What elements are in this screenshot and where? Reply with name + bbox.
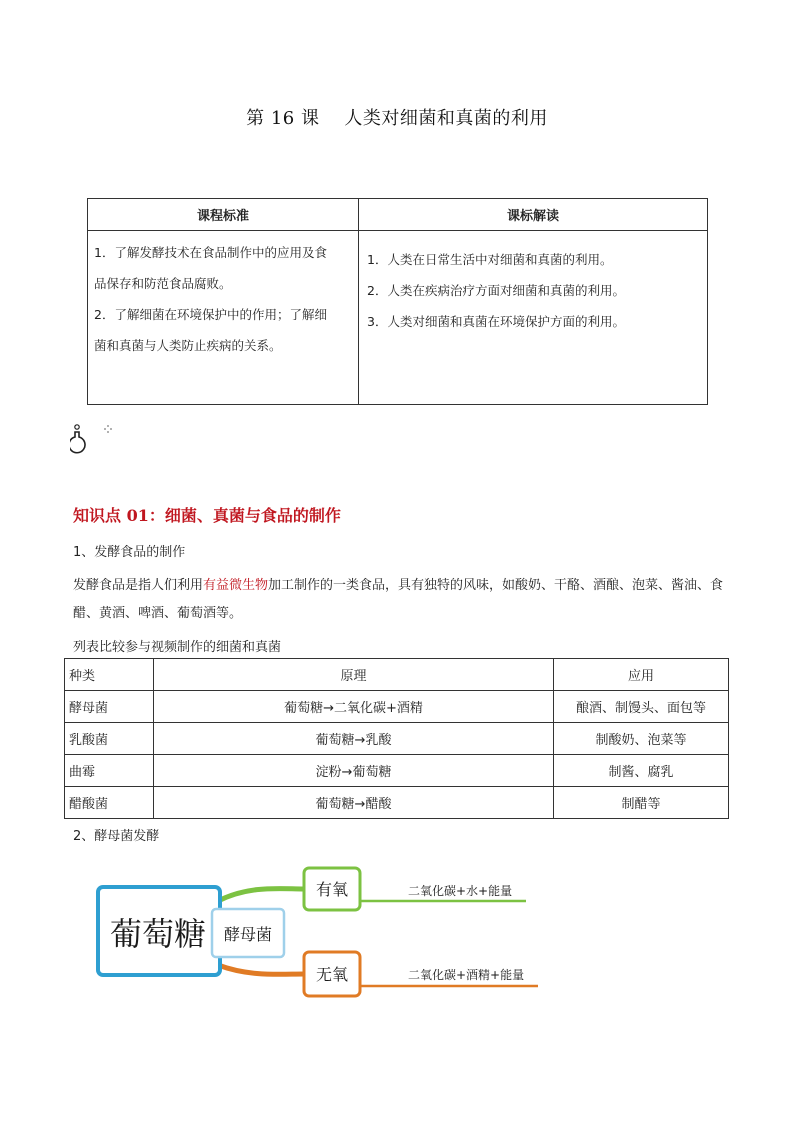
table-row xyxy=(65,787,729,819)
comparison-table xyxy=(64,658,729,819)
table-cell: 曲霉 xyxy=(65,755,154,787)
standards-header-row xyxy=(88,199,708,231)
table-header-row xyxy=(65,659,729,691)
header-cell-type: 种类 xyxy=(65,659,154,691)
table-cell: 葡萄糖→二氧化碳+酒精 xyxy=(154,691,554,723)
standards-left-cell xyxy=(88,231,359,405)
standards-body-row xyxy=(88,231,708,405)
standards-right-item: 1．人类在日常生活中对细菌和真菌的利用。 xyxy=(367,252,613,267)
table-cell: 葡萄糖→醋酸 xyxy=(154,787,554,819)
anaerobic-result: 二氧化碳+酒精+能量 xyxy=(408,968,525,982)
table-cell: 制酱、腐乳 xyxy=(554,755,729,787)
table-cell: 淀粉→葡萄糖 xyxy=(154,755,554,787)
subheading-fermented-food: 1、发酵食品的制作 xyxy=(73,545,186,560)
table-cell: 制酸奶、泡菜等 xyxy=(554,723,729,755)
table-cell: 酵母菌 xyxy=(65,691,154,723)
standards-right-item: 3．人类对细菌和真菌在环境保护方面的利用。 xyxy=(367,314,625,329)
anaerobic-label: 无氧 xyxy=(315,965,349,984)
standards-right-item: 2．人类在疾病治疗方面对细菌和真菌的利用。 xyxy=(367,283,625,298)
anaerobic-connector xyxy=(218,965,304,974)
paragraph-text: 发酵食品是指人们利用 xyxy=(73,578,204,593)
standards-right-cell xyxy=(359,231,708,405)
standards-table xyxy=(87,198,708,405)
header-cell-principle: 原理 xyxy=(154,659,554,691)
yeast-fermentation-diagram xyxy=(90,855,550,1015)
header-cell-application: 应用 xyxy=(554,659,729,691)
table-row xyxy=(65,723,729,755)
standards-header-right: 课标解读 xyxy=(359,199,708,231)
aerobic-connector xyxy=(218,889,304,901)
table-cell: 制醋等 xyxy=(554,787,729,819)
standards-left-line: 2．了解细菌在环境保护中的作用；了解细 xyxy=(94,307,327,322)
table-row xyxy=(65,755,729,787)
table-cell: 乳酸菌 xyxy=(65,723,154,755)
aerobic-label: 有氧 xyxy=(315,880,349,899)
table-cell: 酿酒、制馒头、面包等 xyxy=(554,691,729,723)
flask-icon xyxy=(70,424,116,460)
highlight-term: 有益微生物 xyxy=(203,578,269,593)
yeast-label: 酵母菌 xyxy=(223,925,273,944)
standards-left-line: 菌和真菌与人类防止疾病的关系。 xyxy=(94,338,282,353)
paragraph-text: 加工制作的一类食品，具有独特的风味，如酸奶、干酪、酒酿、泡菜、酱油、食醋、黄酒、啤酒、葡萄酒等。 xyxy=(73,578,724,621)
standards-header-left: 课程标准 xyxy=(88,199,359,231)
aerobic-result: 二氧化碳+水+能量 xyxy=(408,884,513,898)
table-caption: 列表比较参与视频制作的细菌和真菌 xyxy=(73,640,282,655)
standards-left-line: 1．了解发酵技术在食品制作中的应用及食 xyxy=(94,245,327,260)
subheading-yeast-fermentation: 2、酵母菌发酵 xyxy=(73,829,160,844)
glucose-label: 葡萄糖 xyxy=(109,915,207,953)
standards-left-line: 品保存和防范食品腐败。 xyxy=(94,276,232,291)
page-title: 第 16 课 人类对细菌和真菌的利用 xyxy=(246,108,548,129)
section-heading: 知识点 01：细菌、真菌与食品的制作 xyxy=(73,506,341,525)
table-cell: 醋酸菌 xyxy=(65,787,154,819)
table-row xyxy=(65,691,729,723)
table-cell: 葡萄糖→乳酸 xyxy=(154,723,554,755)
fermented-food-paragraph xyxy=(73,572,733,628)
